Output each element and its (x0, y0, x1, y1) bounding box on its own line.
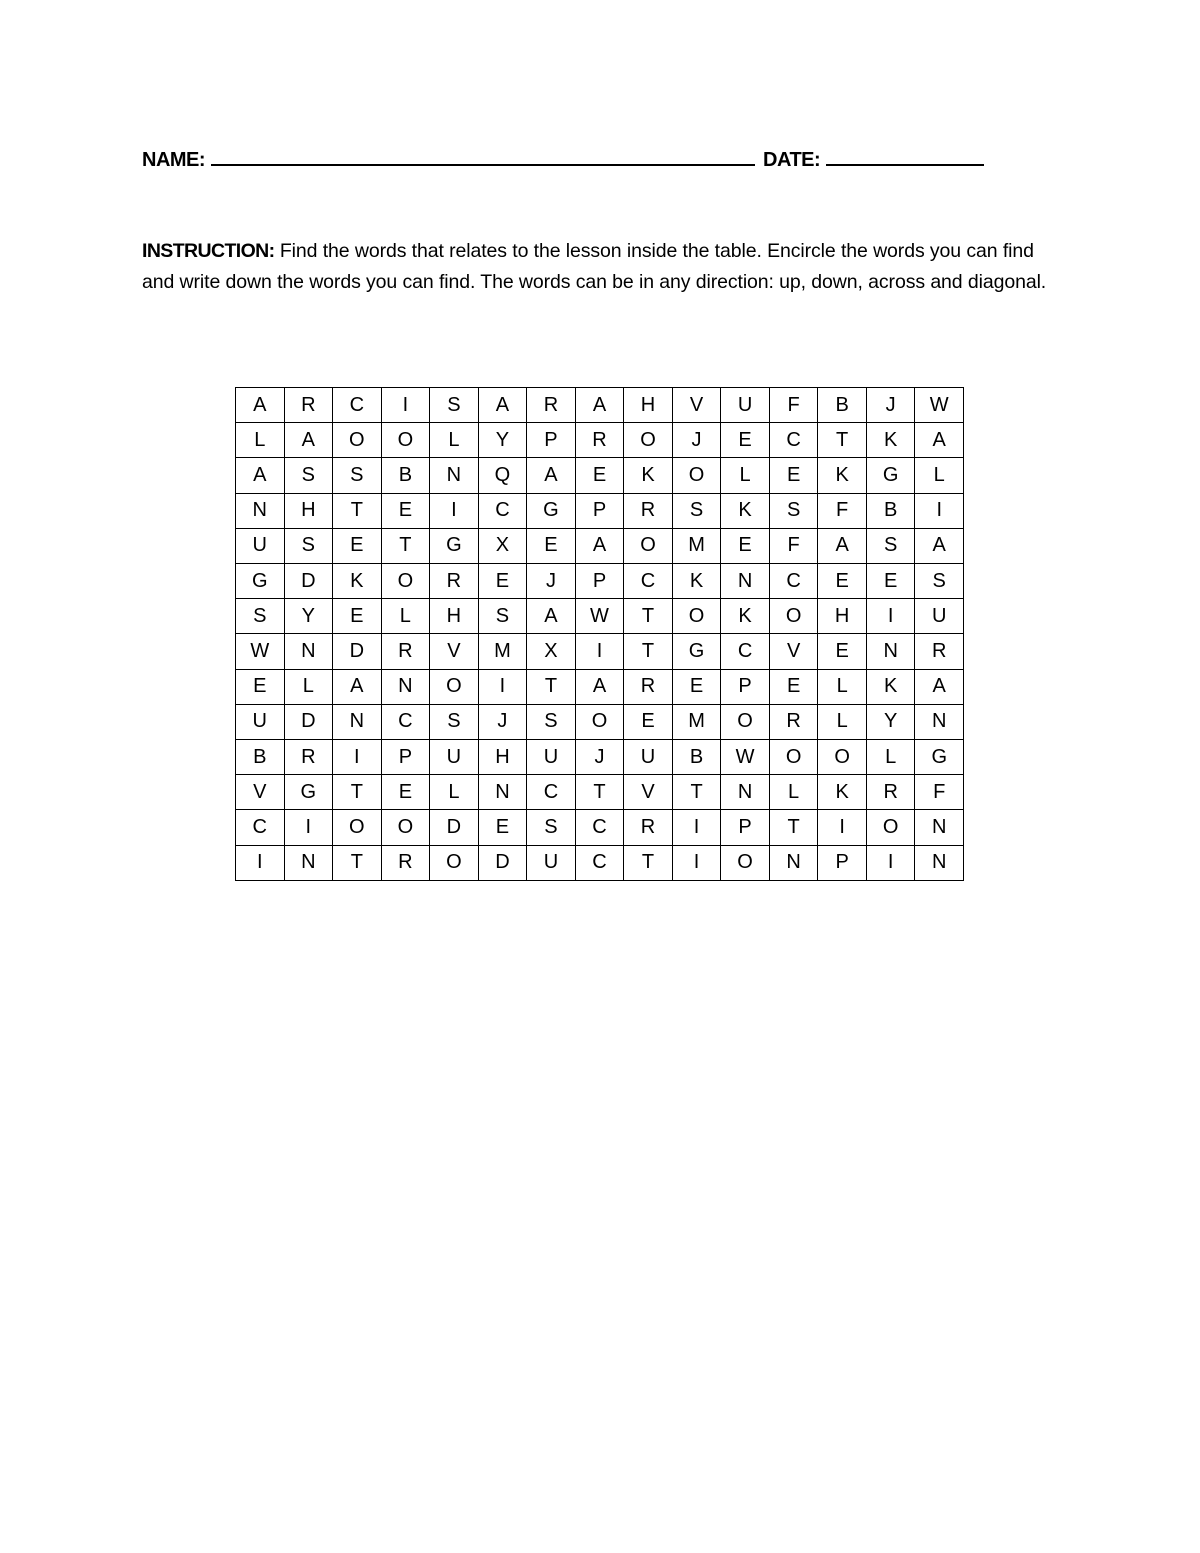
grid-cell[interactable]: O (381, 423, 430, 458)
grid-cell[interactable]: E (575, 458, 624, 493)
grid-cell[interactable]: I (818, 810, 867, 845)
grid-cell[interactable]: T (624, 845, 673, 880)
grid-cell[interactable]: E (478, 810, 527, 845)
grid-cell[interactable]: A (527, 599, 576, 634)
grid-row (236, 740, 964, 775)
grid-cell[interactable]: J (478, 704, 527, 739)
grid-cell[interactable]: Y (478, 423, 527, 458)
grid-cell[interactable]: O (624, 528, 673, 563)
grid-cell[interactable]: K (818, 775, 867, 810)
grid-cell[interactable]: V (672, 388, 721, 423)
grid-cell[interactable]: N (284, 845, 333, 880)
grid-cell[interactable]: I (866, 845, 915, 880)
grid-cell[interactable]: T (769, 810, 818, 845)
grid-cell[interactable]: O (575, 704, 624, 739)
grid-cell[interactable]: C (769, 423, 818, 458)
grid-cell[interactable]: N (721, 564, 770, 599)
grid-cell[interactable]: L (236, 423, 285, 458)
grid-cell[interactable]: G (430, 528, 479, 563)
grid-cell[interactable]: T (818, 423, 867, 458)
grid-cell[interactable]: R (381, 845, 430, 880)
grid-cell[interactable]: L (915, 458, 964, 493)
grid-cell[interactable]: L (284, 669, 333, 704)
grid-cell[interactable]: G (236, 564, 285, 599)
grid-row (236, 564, 964, 599)
grid-cell[interactable]: L (818, 669, 867, 704)
grid-cell[interactable]: A (284, 423, 333, 458)
grid-cell[interactable]: C (333, 388, 382, 423)
grid-row (236, 423, 964, 458)
grid-cell[interactable]: Y (284, 599, 333, 634)
grid-cell[interactable]: P (527, 423, 576, 458)
grid-cell[interactable]: N (333, 704, 382, 739)
grid-cell[interactable]: C (478, 493, 527, 528)
grid-cell[interactable]: E (381, 775, 430, 810)
grid-cell[interactable]: T (624, 634, 673, 669)
grid-cell[interactable]: K (672, 564, 721, 599)
grid-cell[interactable]: D (430, 810, 479, 845)
grid-cell[interactable]: S (866, 528, 915, 563)
grid-cell[interactable]: O (769, 740, 818, 775)
grid-cell[interactable]: P (818, 845, 867, 880)
grid-row (236, 634, 964, 669)
grid-row (236, 388, 964, 423)
grid-cell[interactable]: S (527, 810, 576, 845)
grid-cell[interactable]: T (333, 775, 382, 810)
grid-cell[interactable]: E (818, 564, 867, 599)
grid-cell[interactable]: A (527, 458, 576, 493)
grid-cell[interactable]: C (624, 564, 673, 599)
grid-cell[interactable]: G (866, 458, 915, 493)
grid-cell[interactable]: R (624, 810, 673, 845)
grid-cell[interactable]: J (866, 388, 915, 423)
grid-cell[interactable]: L (430, 423, 479, 458)
grid-cell[interactable]: S (333, 458, 382, 493)
grid-cell[interactable]: M (478, 634, 527, 669)
grid-cell[interactable]: I (866, 599, 915, 634)
grid-cell[interactable]: O (866, 810, 915, 845)
grid-cell[interactable]: N (381, 669, 430, 704)
grid-cell[interactable]: C (575, 845, 624, 880)
grid-cell[interactable]: V (236, 775, 285, 810)
date-label: DATE: (763, 149, 821, 171)
grid-cell[interactable]: L (818, 704, 867, 739)
grid-cell[interactable]: S (430, 388, 479, 423)
grid-cell[interactable]: C (575, 810, 624, 845)
grid-cell[interactable]: W (721, 740, 770, 775)
grid-cell[interactable]: F (818, 493, 867, 528)
grid-cell[interactable]: G (915, 740, 964, 775)
grid-cell[interactable]: V (430, 634, 479, 669)
grid-cell[interactable]: T (624, 599, 673, 634)
grid-cell[interactable]: O (624, 423, 673, 458)
grid-cell[interactable]: D (478, 845, 527, 880)
word-search-body (236, 388, 964, 881)
grid-cell[interactable]: U (236, 704, 285, 739)
grid-cell[interactable]: W (575, 599, 624, 634)
grid-cell[interactable]: I (672, 845, 721, 880)
grid-cell[interactable]: O (430, 845, 479, 880)
grid-cell[interactable]: O (818, 740, 867, 775)
grid-cell[interactable]: V (624, 775, 673, 810)
grid-cell[interactable]: N (866, 634, 915, 669)
grid-cell[interactable]: N (915, 810, 964, 845)
grid-cell[interactable]: J (672, 423, 721, 458)
grid-cell[interactable]: T (333, 845, 382, 880)
grid-cell[interactable]: I (236, 845, 285, 880)
grid-cell[interactable]: S (284, 528, 333, 563)
grid-cell[interactable]: R (284, 388, 333, 423)
grid-cell[interactable]: N (915, 704, 964, 739)
grid-cell[interactable]: E (818, 634, 867, 669)
grid-cell[interactable]: S (478, 599, 527, 634)
grid-cell[interactable]: O (430, 669, 479, 704)
instruction-paragraph (142, 236, 1062, 298)
grid-row (236, 704, 964, 739)
grid-cell[interactable]: O (769, 599, 818, 634)
grid-cell[interactable]: A (915, 669, 964, 704)
grid-cell[interactable]: R (624, 669, 673, 704)
grid-cell[interactable]: J (575, 740, 624, 775)
grid-cell[interactable]: F (769, 388, 818, 423)
grid-cell[interactable]: C (236, 810, 285, 845)
grid-cell[interactable]: U (430, 740, 479, 775)
name-blank-line[interactable] (211, 164, 755, 166)
grid-row (236, 599, 964, 634)
grid-cell[interactable]: I (381, 388, 430, 423)
grid-cell[interactable]: E (333, 599, 382, 634)
grid-cell[interactable]: S (236, 599, 285, 634)
grid-cell[interactable]: H (284, 493, 333, 528)
grid-cell[interactable]: P (721, 810, 770, 845)
grid-cell[interactable]: X (527, 634, 576, 669)
grid-cell[interactable]: T (333, 493, 382, 528)
grid-cell[interactable]: K (866, 423, 915, 458)
grid-row (236, 810, 964, 845)
grid-cell[interactable]: I (672, 810, 721, 845)
grid-cell[interactable]: E (721, 528, 770, 563)
grid-cell[interactable]: S (915, 564, 964, 599)
grid-cell[interactable]: A (915, 528, 964, 563)
grid-cell[interactable]: P (575, 493, 624, 528)
grid-row (236, 493, 964, 528)
grid-cell[interactable]: B (866, 493, 915, 528)
grid-cell[interactable]: O (333, 423, 382, 458)
grid-cell[interactable]: R (624, 493, 673, 528)
grid-cell[interactable]: W (236, 634, 285, 669)
grid-cell[interactable]: R (381, 634, 430, 669)
grid-cell[interactable]: Q (478, 458, 527, 493)
grid-cell[interactable]: A (236, 458, 285, 493)
grid-cell[interactable]: A (818, 528, 867, 563)
grid-cell[interactable]: E (866, 564, 915, 599)
grid-cell[interactable]: C (381, 704, 430, 739)
grid-cell[interactable]: K (721, 493, 770, 528)
grid-cell[interactable]: G (527, 493, 576, 528)
grid-cell[interactable]: S (769, 493, 818, 528)
grid-cell[interactable]: F (769, 528, 818, 563)
grid-cell[interactable]: I (575, 634, 624, 669)
grid-cell[interactable]: H (818, 599, 867, 634)
grid-cell[interactable]: V (769, 634, 818, 669)
grid-cell[interactable]: S (672, 493, 721, 528)
grid-cell[interactable]: O (672, 599, 721, 634)
instruction-text: Find the words that relates to the lesson inside the table. Encircle the words you can find and write down the words you can find. The words can be in any direction: up, down, across and diagonal. (142, 240, 1047, 293)
grid-cell[interactable]: H (624, 388, 673, 423)
grid-cell[interactable]: A (478, 388, 527, 423)
grid-cell[interactable]: L (769, 775, 818, 810)
grid-cell[interactable]: E (478, 564, 527, 599)
grid-cell[interactable]: A (575, 669, 624, 704)
grid-cell[interactable]: S (527, 704, 576, 739)
grid-cell[interactable]: N (236, 493, 285, 528)
grid-cell[interactable]: X (478, 528, 527, 563)
grid-cell[interactable]: N (430, 458, 479, 493)
grid-cell[interactable]: S (284, 458, 333, 493)
grid-cell[interactable]: R (430, 564, 479, 599)
grid-cell[interactable]: P (381, 740, 430, 775)
grid-row (236, 775, 964, 810)
grid-cell[interactable]: T (381, 528, 430, 563)
grid-cell[interactable]: F (915, 775, 964, 810)
grid-cell[interactable]: C (769, 564, 818, 599)
grid-cell[interactable]: M (672, 528, 721, 563)
grid-cell[interactable]: K (333, 564, 382, 599)
grid-cell[interactable]: N (769, 845, 818, 880)
grid-cell[interactable]: B (672, 740, 721, 775)
grid-cell[interactable]: A (915, 423, 964, 458)
grid-cell[interactable]: O (381, 564, 430, 599)
grid-cell[interactable]: C (721, 634, 770, 669)
grid-cell[interactable]: K (624, 458, 673, 493)
grid-cell[interactable]: I (915, 493, 964, 528)
grid-cell[interactable]: C (527, 775, 576, 810)
grid-cell[interactable]: B (818, 388, 867, 423)
grid-cell[interactable]: I (430, 493, 479, 528)
header-line (142, 142, 1002, 172)
grid-row (236, 845, 964, 880)
grid-row (236, 528, 964, 563)
grid-cell[interactable]: N (721, 775, 770, 810)
grid-cell[interactable]: N (284, 634, 333, 669)
grid-cell[interactable]: K (721, 599, 770, 634)
name-label: NAME: (142, 149, 206, 171)
grid-cell[interactable]: H (478, 740, 527, 775)
grid-cell[interactable]: O (381, 810, 430, 845)
grid-cell[interactable]: E (381, 493, 430, 528)
grid-cell[interactable]: I (284, 810, 333, 845)
grid-cell[interactable]: T (575, 775, 624, 810)
grid-cell[interactable]: U (527, 740, 576, 775)
grid-row (236, 458, 964, 493)
grid-cell[interactable]: S (430, 704, 479, 739)
grid-cell[interactable]: R (284, 740, 333, 775)
instruction-label: INSTRUCTION: (142, 240, 275, 262)
grid-cell[interactable]: A (236, 388, 285, 423)
grid-cell[interactable]: U (527, 845, 576, 880)
grid-cell[interactable]: D (284, 704, 333, 739)
grid-cell[interactable]: O (721, 704, 770, 739)
grid-cell[interactable]: E (721, 423, 770, 458)
grid-cell[interactable]: T (672, 775, 721, 810)
grid-cell[interactable]: U (915, 599, 964, 634)
grid-cell[interactable]: Y (866, 704, 915, 739)
grid-cell[interactable]: I (478, 669, 527, 704)
grid-cell[interactable]: E (672, 669, 721, 704)
grid-cell[interactable]: A (575, 528, 624, 563)
grid-cell[interactable]: A (333, 669, 382, 704)
grid-cell[interactable]: R (575, 423, 624, 458)
grid-cell[interactable]: I (333, 740, 382, 775)
grid-cell[interactable]: L (430, 775, 479, 810)
grid-cell[interactable]: P (575, 564, 624, 599)
grid-cell[interactable]: L (721, 458, 770, 493)
grid-cell[interactable]: T (527, 669, 576, 704)
grid-cell[interactable]: R (527, 388, 576, 423)
grid-cell[interactable]: D (333, 634, 382, 669)
grid-cell[interactable]: W (915, 388, 964, 423)
grid-cell[interactable]: O (333, 810, 382, 845)
grid-cell[interactable]: R (866, 775, 915, 810)
grid-cell[interactable]: J (527, 564, 576, 599)
grid-cell[interactable]: A (575, 388, 624, 423)
grid-cell[interactable]: H (430, 599, 479, 634)
grid-cell[interactable]: U (624, 740, 673, 775)
grid-cell[interactable]: B (381, 458, 430, 493)
word-search-grid (235, 387, 964, 881)
grid-cell[interactable]: R (769, 704, 818, 739)
grid-cell[interactable]: K (866, 669, 915, 704)
grid-cell[interactable]: E (769, 458, 818, 493)
grid-cell[interactable]: N (915, 845, 964, 880)
grid-cell[interactable]: E (236, 669, 285, 704)
grid-cell[interactable]: M (672, 704, 721, 739)
grid-cell[interactable]: G (672, 634, 721, 669)
grid-cell[interactable]: O (672, 458, 721, 493)
grid-cell[interactable]: U (236, 528, 285, 563)
grid-cell[interactable]: E (527, 528, 576, 563)
grid-cell[interactable]: D (284, 564, 333, 599)
grid-cell[interactable]: K (818, 458, 867, 493)
grid-cell[interactable]: E (769, 669, 818, 704)
grid-cell[interactable]: N (478, 775, 527, 810)
grid-cell[interactable]: U (721, 388, 770, 423)
grid-cell[interactable]: L (381, 599, 430, 634)
grid-cell[interactable]: R (915, 634, 964, 669)
grid-cell[interactable]: O (721, 845, 770, 880)
grid-cell[interactable]: G (284, 775, 333, 810)
grid-row (236, 669, 964, 704)
date-blank-line[interactable] (826, 164, 984, 166)
grid-cell[interactable]: L (866, 740, 915, 775)
grid-cell[interactable]: B (236, 740, 285, 775)
grid-cell[interactable]: P (721, 669, 770, 704)
grid-cell[interactable]: E (333, 528, 382, 563)
grid-cell[interactable]: E (624, 704, 673, 739)
